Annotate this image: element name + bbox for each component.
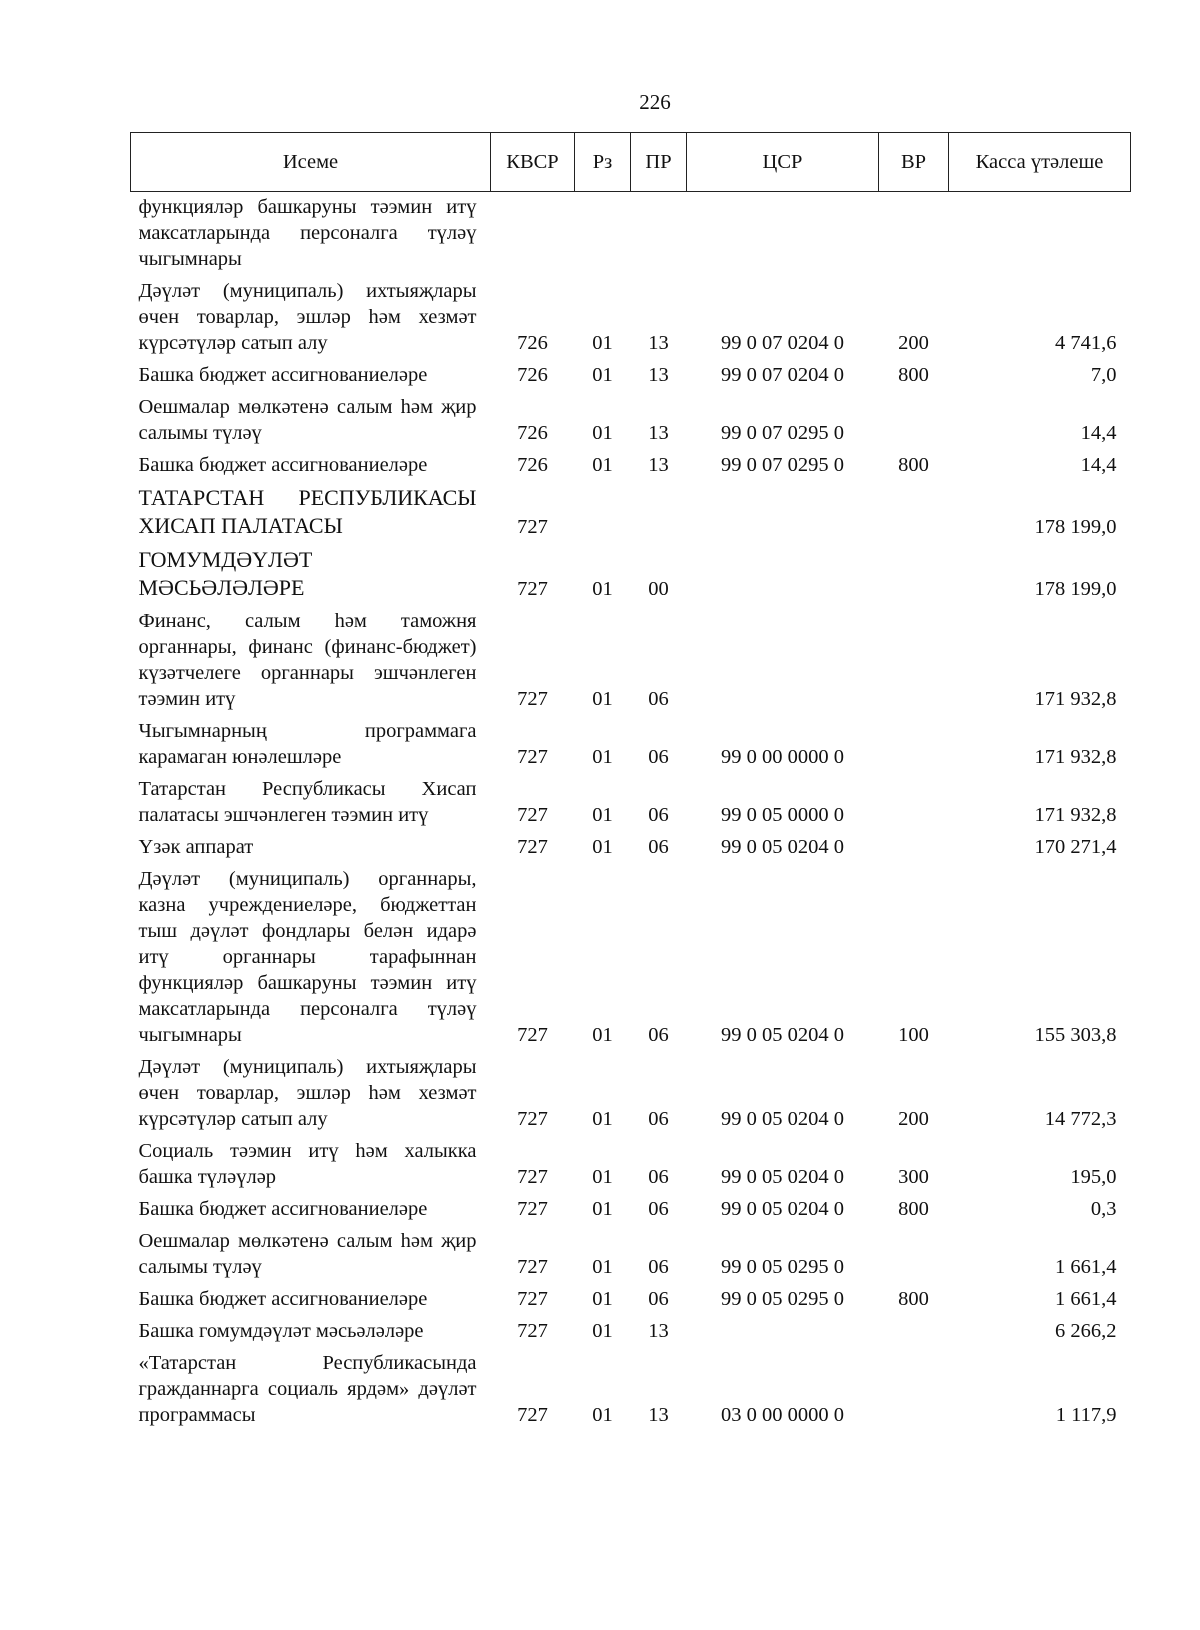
row-csr: 99 0 05 0204 0	[721, 1024, 844, 1046]
row-pr: 06	[648, 804, 669, 826]
row-pr	[631, 192, 687, 277]
row-vr	[879, 482, 949, 544]
table-row	[131, 482, 1131, 544]
row-rz: 01	[592, 688, 613, 710]
row-vr: 800	[898, 1198, 929, 1220]
row-pr: 06	[648, 1256, 669, 1278]
row-rz: 01	[592, 1288, 613, 1310]
row-pr: 06	[648, 1166, 669, 1188]
row-sum: 171 932,8	[1034, 804, 1117, 826]
row-vr	[879, 832, 949, 864]
row-csr: 03 0 00 0000 0	[721, 1404, 844, 1426]
row-vr	[879, 1316, 949, 1348]
row-csr	[687, 192, 879, 277]
row-pr: 06	[648, 1288, 669, 1310]
row-sum: 14,4	[1080, 422, 1117, 444]
row-rz: 01	[592, 1024, 613, 1046]
row-vr	[879, 1348, 949, 1432]
row-kvsr: 727	[517, 1288, 548, 1310]
row-rz: 01	[592, 804, 613, 826]
row-pr: 06	[648, 746, 669, 768]
row-sum: 1 117,9	[1055, 1404, 1117, 1426]
row-csr: 99 0 05 0295 0	[721, 1256, 844, 1278]
row-name: Башка гомумдәүләт мәсьәләләре	[138, 1320, 424, 1342]
row-rz: 01	[592, 1108, 613, 1130]
row-kvsr: 727	[517, 1024, 548, 1046]
table-row	[131, 864, 1131, 1052]
row-rz: 01	[592, 1404, 613, 1426]
row-name: Башка бюджет ассигнованиеләре	[138, 1198, 428, 1220]
row-kvsr: 727	[517, 1404, 548, 1426]
row-vr: 800	[898, 1288, 929, 1310]
row-kvsr: 727	[517, 836, 548, 858]
row-name: Башка бюджет ассигнованиеләре	[138, 364, 428, 386]
table-row	[131, 1052, 1131, 1136]
row-name: «Татарстан Республикасында гражданнарга социаль ярдәм» дәүләт программасы	[138, 1352, 477, 1426]
row-csr: 99 0 00 0000 0	[721, 746, 844, 768]
row-sum: 155 303,8	[1034, 1024, 1117, 1046]
row-kvsr: 727	[517, 1166, 548, 1188]
row-name: ТАТАРСТАН РЕСПУБЛИКАСЫ ХИСАП ПАЛАТАСЫ	[138, 485, 477, 538]
row-pr: 06	[648, 688, 669, 710]
row-sum: 14,4	[1080, 454, 1117, 476]
row-vr: 800	[898, 364, 929, 386]
row-name: Оешмалар мөлкәтенә салым һәм җир салымы түләү	[138, 396, 477, 444]
row-sum: 4 741,6	[1055, 332, 1117, 354]
row-kvsr: 727	[517, 1320, 548, 1342]
table-row	[131, 832, 1131, 864]
row-rz: 01	[592, 578, 613, 600]
row-vr	[879, 606, 949, 716]
row-name: ГОМУМДӘҮЛӘТ МӘСЬӘЛӘЛӘРЕ	[138, 547, 313, 600]
row-csr: 99 0 05 0204 0	[721, 1108, 844, 1130]
table-row	[131, 360, 1131, 392]
table-row	[131, 1316, 1131, 1348]
row-vr: 200	[898, 1108, 929, 1130]
row-rz: 01	[592, 836, 613, 858]
row-sum: 6 266,2	[1055, 1320, 1117, 1342]
row-sum: 7,0	[1090, 364, 1117, 386]
table-row	[131, 1284, 1131, 1316]
row-kvsr: 727	[517, 1256, 548, 1278]
row-csr: 99 0 07 0295 0	[721, 454, 844, 476]
header-sum: Касса үтәлеше	[949, 133, 1131, 192]
row-csr: 99 0 05 0204 0	[721, 836, 844, 858]
row-kvsr: 727	[517, 578, 548, 600]
header-pr: ПР	[631, 133, 687, 192]
row-vr: 300	[898, 1166, 929, 1188]
row-pr	[631, 482, 687, 544]
row-pr: 06	[648, 1024, 669, 1046]
row-sum	[949, 192, 1131, 277]
row-name: Оешмалар мөлкәтенә салым һәм җир салымы түләү	[138, 1230, 477, 1278]
row-name: Социаль тәэмин итү һәм халыкка башка түләүләр	[138, 1140, 477, 1188]
row-vr	[879, 774, 949, 832]
row-sum: 171 932,8	[1034, 688, 1117, 710]
row-rz: 01	[592, 1166, 613, 1188]
row-sum: 1 661,4	[1055, 1288, 1117, 1310]
row-rz: 01	[592, 1198, 613, 1220]
table-header	[131, 133, 1131, 192]
table-row	[131, 606, 1131, 716]
row-kvsr: 727	[517, 804, 548, 826]
table-row	[131, 544, 1131, 606]
row-csr	[687, 544, 879, 606]
budget-table	[130, 132, 1131, 1432]
table-row	[131, 1226, 1131, 1284]
row-csr: 99 0 07 0204 0	[721, 364, 844, 386]
row-name: Дәүләт (муниципаль) ихтыяҗлары өчен товарлар, эшләр һәм хезмәт күрсәтүләр сатып алу	[138, 1056, 477, 1130]
row-vr	[879, 716, 949, 774]
table-row	[131, 1136, 1131, 1194]
row-kvsr: 726	[517, 454, 548, 476]
row-sum: 14 772,3	[1044, 1108, 1117, 1130]
row-vr	[879, 1226, 949, 1284]
row-vr: 800	[898, 454, 929, 476]
row-pr: 00	[648, 578, 669, 600]
row-csr	[687, 1316, 879, 1348]
row-sum: 1 661,4	[1055, 1256, 1117, 1278]
row-name: Башка бюджет ассигнованиеләре	[138, 454, 428, 476]
row-sum: 171 932,8	[1034, 746, 1117, 768]
table-row	[131, 1194, 1131, 1226]
row-vr	[879, 544, 949, 606]
row-name: Финанс, салым һәм таможня органнары, финанс (финанс-бюджет) күзәтчелеге органнары эшчәнлеген тәэмин итү	[138, 610, 477, 710]
row-rz: 01	[592, 1256, 613, 1278]
row-csr	[687, 606, 879, 716]
table-row	[131, 276, 1131, 360]
row-pr: 06	[648, 836, 669, 858]
row-rz: 01	[592, 454, 613, 476]
row-csr: 99 0 05 0000 0	[721, 804, 844, 826]
header-rz: Рз	[575, 133, 631, 192]
row-kvsr: 726	[517, 364, 548, 386]
row-rz	[575, 192, 631, 277]
table-row	[131, 716, 1131, 774]
header-name: Исеме	[131, 133, 491, 192]
row-csr: 99 0 07 0204 0	[721, 332, 844, 354]
row-name: Башка бюджет ассигнованиеләре	[138, 1288, 428, 1310]
row-pr: 13	[648, 1404, 669, 1426]
row-csr	[687, 482, 879, 544]
row-sum: 0,3	[1090, 1198, 1117, 1220]
row-vr	[879, 392, 949, 450]
row-vr: 100	[898, 1024, 929, 1046]
row-rz: 01	[592, 746, 613, 768]
page-number: 226	[639, 90, 671, 114]
row-sum: 170 271,4	[1034, 836, 1117, 858]
row-pr: 13	[648, 422, 669, 444]
row-pr: 13	[648, 1320, 669, 1342]
table-body	[131, 192, 1131, 1433]
row-sum: 178 199,0	[1034, 578, 1117, 600]
row-kvsr: 727	[517, 1108, 548, 1130]
row-name: Дәүләт (муниципаль) ихтыяҗлары өчен товарлар, эшләр һәм хезмәт күрсәтүләр сатып алу	[138, 280, 477, 354]
row-pr: 13	[648, 332, 669, 354]
row-name: функцияләр башкаруны тәэмин итү максатларында персоналга түләү чыгымнары	[138, 196, 477, 270]
row-kvsr: 727	[517, 746, 548, 768]
row-pr: 06	[648, 1198, 669, 1220]
row-rz: 01	[592, 364, 613, 386]
row-kvsr	[491, 192, 575, 277]
row-sum: 195,0	[1070, 1166, 1117, 1188]
row-vr: 200	[898, 332, 929, 354]
row-kvsr: 727	[517, 1198, 548, 1220]
row-rz: 01	[592, 1320, 613, 1342]
row-vr	[879, 192, 949, 277]
table-row	[131, 192, 1131, 277]
table-row	[131, 450, 1131, 482]
table-row	[131, 774, 1131, 832]
row-pr: 13	[648, 364, 669, 386]
row-rz: 01	[592, 422, 613, 444]
row-name: Дәүләт (муниципаль) органнары, казна учреждениеләре, бюджеттан тыш дәүләт фондлары белән идарә итү органнары тарафыннан функцияләр башкаруны тәэмин итү максатларында персоналга түләү чыгымнары	[138, 868, 477, 1046]
row-kvsr: 726	[517, 332, 548, 354]
row-csr: 99 0 07 0295 0	[721, 422, 844, 444]
header-kvsr: КВСР	[491, 133, 575, 192]
row-kvsr: 726	[517, 422, 548, 444]
row-name: Үзәк аппарат	[138, 836, 254, 858]
row-rz	[575, 482, 631, 544]
table-row	[131, 1348, 1131, 1432]
row-sum: 178 199,0	[1034, 516, 1117, 538]
row-kvsr: 727	[517, 688, 548, 710]
row-name: Чыгымнарның программага карамаган юнәлешләре	[138, 720, 477, 768]
table-row	[131, 392, 1131, 450]
row-kvsr: 727	[517, 516, 548, 538]
row-csr: 99 0 05 0204 0	[721, 1198, 844, 1220]
row-csr: 99 0 05 0204 0	[721, 1166, 844, 1188]
row-rz: 01	[592, 332, 613, 354]
header-vr: ВР	[879, 133, 949, 192]
row-csr: 99 0 05 0295 0	[721, 1288, 844, 1310]
row-pr: 06	[648, 1108, 669, 1130]
row-name: Татарстан Республикасы Хисап палатасы эшчәнлеген тәэмин итү	[138, 778, 477, 826]
row-pr: 13	[648, 454, 669, 476]
header-csr: ЦСР	[687, 133, 879, 192]
